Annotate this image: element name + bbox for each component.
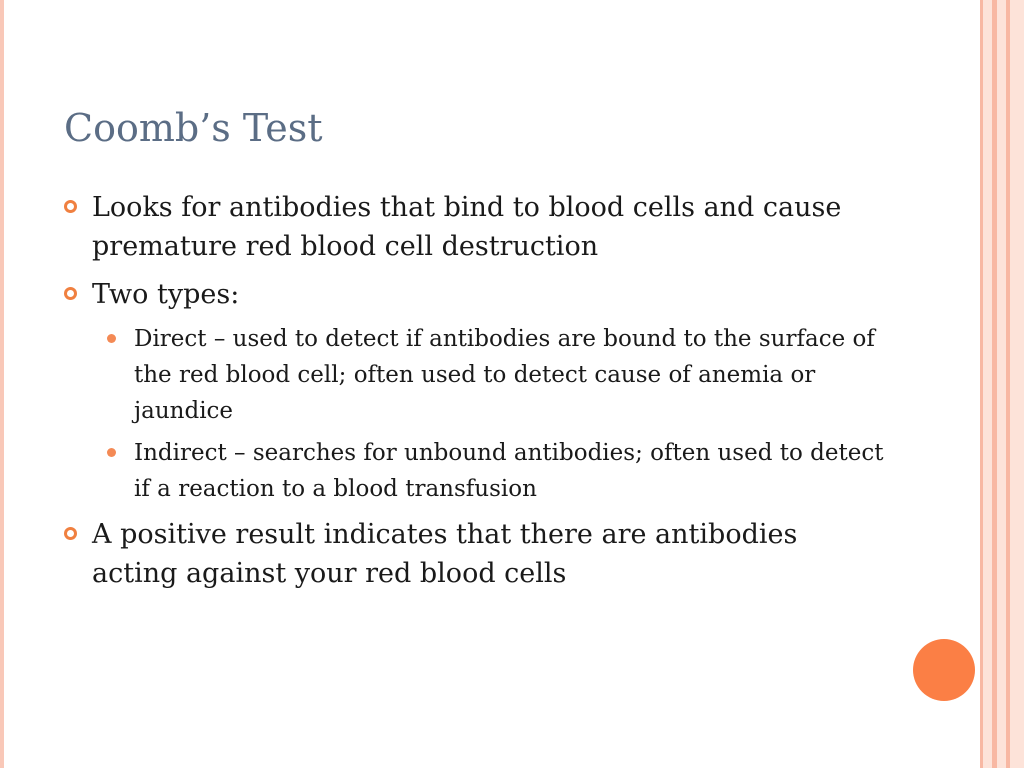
sub-bullet-text: Indirect – searches for unbound antibodies; often used to detect if a reaction to a blood transfusion [134, 440, 884, 502]
bullet-text: Two types: [92, 279, 240, 310]
sub-bullet-text: Direct – used to detect if antibodies are bound to the surface of the red blood cell; often used to detect cause of anemia or jaundice [134, 326, 875, 424]
ring-bullet-icon [64, 527, 77, 540]
dot-bullet-icon [107, 334, 116, 343]
bullet-item [64, 515, 884, 593]
bullet-item [64, 188, 884, 266]
right-stripe-decoration [980, 0, 1024, 768]
left-border-decoration [0, 0, 4, 768]
dot-bullet-icon [107, 448, 116, 457]
stripe [997, 0, 1006, 768]
stripe [1010, 0, 1024, 768]
slide-body [64, 188, 884, 602]
orange-circle-decoration [913, 639, 975, 701]
sub-bullet-item [64, 321, 884, 429]
ring-bullet-icon [64, 200, 77, 213]
ring-bullet-icon [64, 287, 77, 300]
bullet-text: Looks for antibodies that bind to blood cells and cause premature red blood cell destruction [92, 192, 842, 262]
slide-title: Coomb’s Test [64, 106, 323, 150]
bullet-text: A positive result indicates that there are antibodies acting against your red blood cells [92, 519, 798, 589]
bullet-item [64, 275, 884, 314]
sub-bullet-item [64, 435, 884, 507]
stripe [983, 0, 992, 768]
